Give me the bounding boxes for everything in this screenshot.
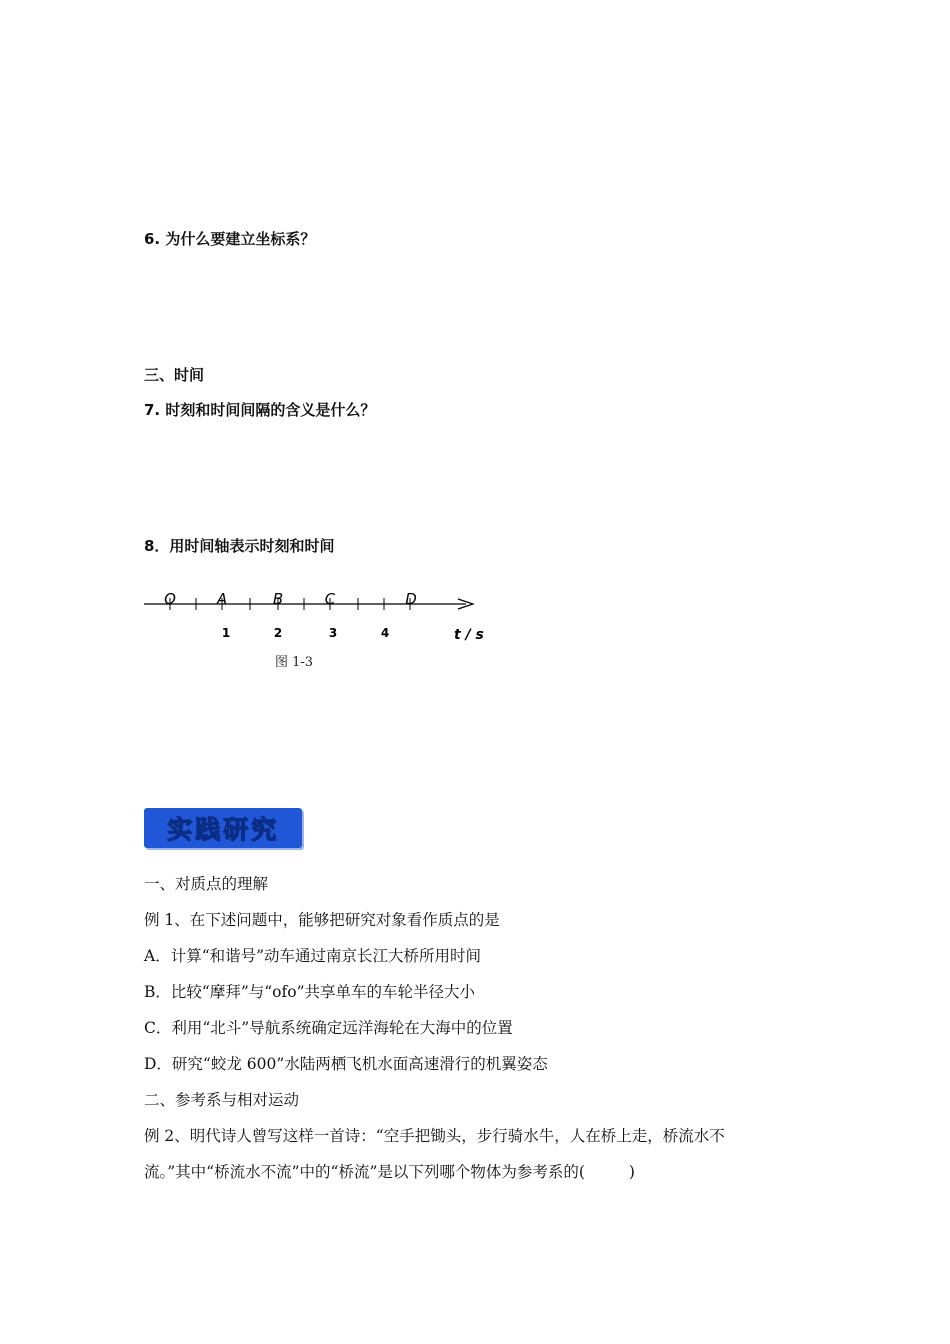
tick-label-4: 4: [380, 626, 390, 640]
section-heading-time: 三、时间: [144, 366, 205, 384]
tick-label-3: 3: [328, 626, 338, 640]
section-heading-reference-frame: 二、参考系与相对运动: [144, 1091, 300, 1109]
example-2-stem-line-1: 例 2、明代诗人曾写这样一首诗：“空手把锄头，步行骑水牛，人在桥上走，桥流水不: [144, 1127, 725, 1145]
tick-label-1: 1: [221, 626, 231, 640]
example-2-stem-line-2: [144, 1160, 635, 1182]
practice-banner-label: 实践研究: [166, 815, 279, 844]
figure-caption: 图 1-3: [275, 655, 314, 670]
point-label-a: A: [216, 590, 228, 608]
example-2-stem-text: 流。”其中“桥流水不流”中的“桥流”是以下列哪个物体为参考系的(: [144, 1163, 585, 1181]
axis-label: t / s: [454, 627, 484, 643]
point-label-b: B: [272, 590, 284, 608]
example-1-option-b: B．比较“摩拜”与“ofo”共享单车的车轮半径大小: [144, 983, 475, 1001]
section-heading-particle: 一、对质点的理解: [144, 875, 269, 893]
example-2-close-paren: ): [628, 1163, 635, 1181]
tick-label-2: 2: [273, 626, 283, 640]
example-1-stem: 例 1、在下述问题中，能够把研究对象看作质点的是: [144, 911, 500, 929]
question-8: 8．用时间轴表示时刻和时间: [144, 537, 335, 555]
example-1-option-d: D．研究“蛟龙 600”水陆两栖飞机水面高速滑行的机翼姿态: [144, 1055, 548, 1073]
example-1-option-c: C．利用“北斗”导航系统确定远洋海轮在大海中的位置: [144, 1019, 513, 1037]
point-label-o: O: [164, 590, 176, 608]
question-7: 7. 时刻和时间间隔的含义是什么？: [144, 401, 376, 419]
question-6: 6. 为什么要建立坐标系？: [144, 230, 316, 248]
point-label-c: C: [324, 590, 336, 608]
example-1-option-a: A．计算“和谐号”动车通过南京长江大桥所用时间: [144, 947, 482, 965]
practice-banner: [144, 808, 302, 848]
point-label-d: D: [405, 590, 417, 608]
